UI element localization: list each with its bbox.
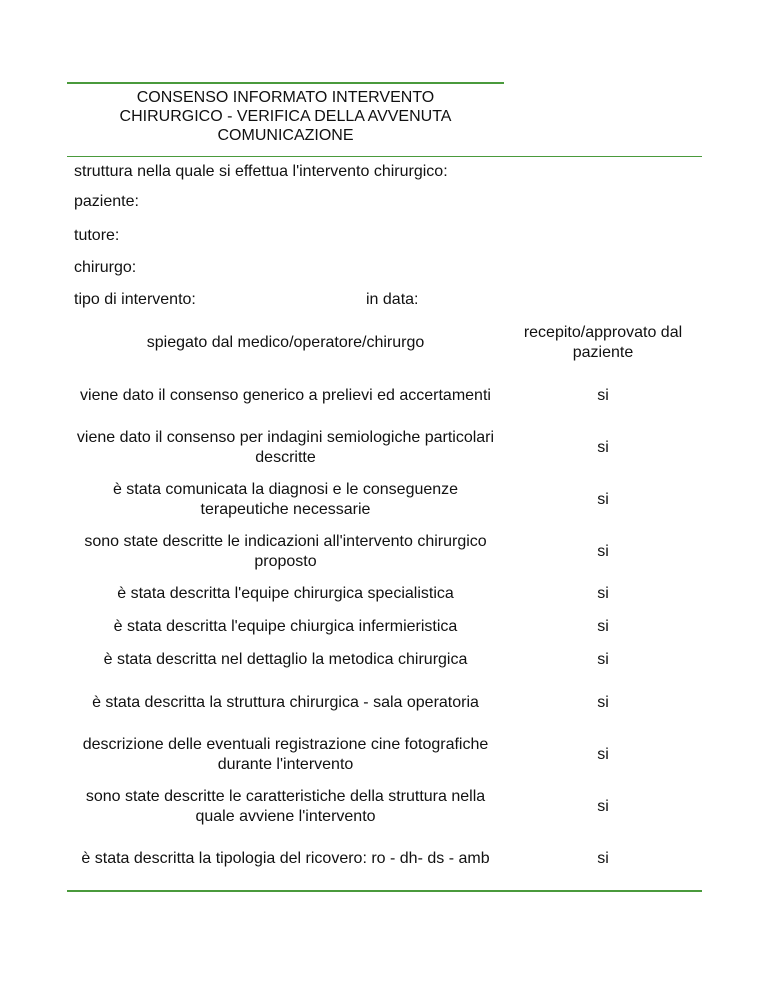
row-value: si xyxy=(597,850,609,867)
table-row xyxy=(67,478,702,522)
row-desc: è stata descritta la struttura chirurgica - sala operatoria xyxy=(92,694,479,711)
document-title: CONSENSO INFORMATO INTERVENTO CHIRURGICO - VERIFICA DELLA AVVENUTA COMUNICAZIONE xyxy=(119,89,452,144)
row-desc: sono state descritte le caratteristiche della struttura nella quale avviene l'intervento xyxy=(85,788,486,825)
field-in-data: in data: xyxy=(366,291,419,308)
row-value: si xyxy=(597,387,609,404)
row-desc: viene dato il consenso per indagini semiologiche particolari descritte xyxy=(76,429,495,466)
field-paziente: paziente: xyxy=(74,193,139,210)
title-top-rule xyxy=(67,82,504,84)
table-row xyxy=(67,837,702,881)
table-row xyxy=(67,582,702,606)
row-value: si xyxy=(597,651,609,668)
table-row xyxy=(67,615,702,639)
row-value: si xyxy=(597,543,609,560)
title-bottom-rule xyxy=(67,156,702,157)
field-struttura: struttura nella quale si effettua l'intervento chirurgico: xyxy=(74,163,448,180)
bottom-rule xyxy=(67,890,702,892)
row-desc: è stata descritta l'equipe chirurgica specialistica xyxy=(117,585,454,602)
row-value: si xyxy=(597,618,609,635)
row-desc: è stata comunicata la diagnosi e le conseguenze terapeutiche necessarie xyxy=(112,481,459,518)
table-row xyxy=(67,785,702,829)
table-row xyxy=(67,648,702,672)
row-desc: descrizione delle eventuali registrazione cine fotografiche durante l'intervento xyxy=(82,736,489,773)
table-header xyxy=(67,322,702,364)
row-value: si xyxy=(597,491,609,508)
table-row xyxy=(67,681,702,725)
header-spiegato: spiegato dal medico/operatore/chirurgo xyxy=(146,334,425,351)
row-desc: sono state descritte le indicazioni all'intervento chirurgico proposto xyxy=(84,533,487,570)
row-desc: è stata descritta l'equipe chiurgica infermieristica xyxy=(113,618,458,635)
table-row xyxy=(67,374,702,418)
row-desc: viene dato il consenso generico a prelievi ed accertamenti xyxy=(80,387,491,404)
row-desc: è stata descritta la tipologia del ricovero: ro - dh- ds - amb xyxy=(81,850,490,867)
field-tipo-intervento: tipo di intervento: xyxy=(74,291,196,308)
field-chirurgo: chirurgo: xyxy=(74,259,137,276)
table-row xyxy=(67,733,702,777)
row-desc: è stata descritta nel dettaglio la metodica chirurgica xyxy=(103,651,468,668)
header-recepito: recepito/approvato dal paziente xyxy=(523,324,683,361)
row-value: si xyxy=(597,694,609,711)
row-value: si xyxy=(597,798,609,815)
row-value: si xyxy=(597,746,609,763)
row-value: si xyxy=(597,585,609,602)
table-row xyxy=(67,530,702,574)
row-value: si xyxy=(597,439,609,456)
table-row xyxy=(67,426,702,470)
field-tutore: tutore: xyxy=(74,227,120,244)
